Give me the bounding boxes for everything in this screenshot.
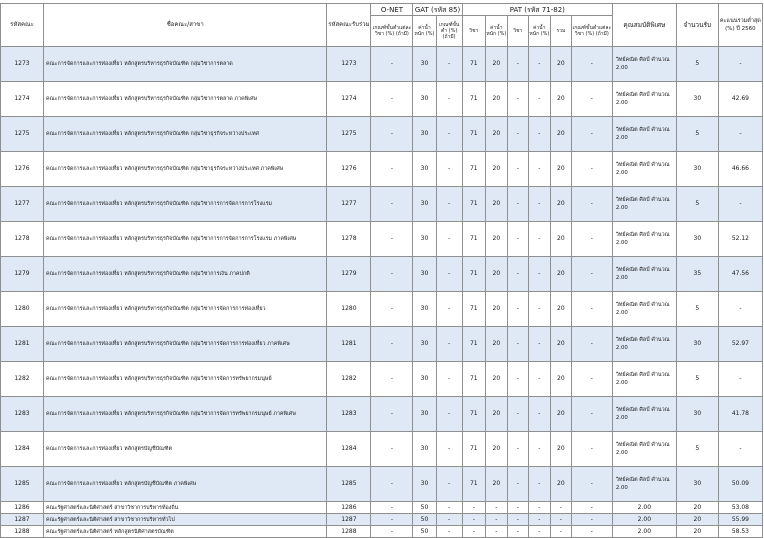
- cell-pat-subject-1: 71: [462, 467, 485, 502]
- cell-pat-subject-2: -: [507, 82, 528, 117]
- cell-special-requirement: 2.00: [612, 502, 676, 514]
- cell-pat-subject-2: -: [507, 292, 528, 327]
- cell-faculty-name: คณะการจัดการและการท่องเที่ยว หลักสูตรบริหารธุรกิจบัณฑิต กลุ่มวิชาธุรกิจระหว่างประเทศ: [44, 117, 327, 152]
- cell-onet-min: -: [371, 327, 413, 362]
- cell-seats: 5: [676, 187, 718, 222]
- cell-faculty-code: 1288: [1, 526, 44, 538]
- cell-pat-subject-2: -: [507, 257, 528, 292]
- cell-pat-subject-1: 71: [462, 362, 485, 397]
- cell-pat-subject-1: -: [462, 514, 485, 526]
- cell-special-requirement: วิทย์คณิต ศิลป์ คำนวณ 2.00: [612, 47, 676, 82]
- cell-onet-min: -: [371, 432, 413, 467]
- cell-faculty-name: คณะการจัดการและการท่องเที่ยว หลักสูตรบัญชีบัณฑิต: [44, 432, 327, 467]
- cell-pat-weight-1: 20: [485, 117, 507, 152]
- cell-pat-weight-1: 20: [485, 152, 507, 187]
- cell-gat-weight: 50: [413, 514, 436, 526]
- header-special-requirement: คุณสมบัติพิเศษ: [612, 4, 676, 47]
- cell-special-requirement: วิทย์คณิต ศิลป์ คำนวณ 2.00: [612, 467, 676, 502]
- cell-faculty-code: 1287: [1, 514, 44, 526]
- cell-faculty-name: คณะการจัดการและการท่องเที่ยว หลักสูตรบริหารธุรกิจบัณฑิต กลุ่มวิชาการตลาด: [44, 47, 327, 82]
- cell-pat-subject-2: -: [507, 222, 528, 257]
- table-row: [1, 152, 763, 187]
- cell-pat-min: -: [571, 526, 612, 538]
- cell-min-score: 52.12: [718, 222, 762, 257]
- cell-faculty-name: คณะการจัดการและการท่องเที่ยว หลักสูตรบริหารธุรกิจบัณฑิต กลุ่มวิชาการจัดการทรัพยากรมนุษย์: [44, 362, 327, 397]
- cell-gat-weight: 30: [413, 292, 436, 327]
- cell-pat-subject-1: 71: [462, 152, 485, 187]
- cell-pat-weight-1: 20: [485, 222, 507, 257]
- header-faculty-code: รหัสคณะ: [1, 4, 44, 47]
- cell-onet-min: -: [371, 257, 413, 292]
- cell-pat-weight-1: 20: [485, 467, 507, 502]
- cell-seats: 30: [676, 327, 718, 362]
- cell-min-score: -: [718, 47, 762, 82]
- cell-pat-weight-1: -: [485, 514, 507, 526]
- header-pat-weight-1: ค่าน้ำหนัก (%): [485, 16, 507, 47]
- cell-pat-weight-1: 20: [485, 327, 507, 362]
- cell-min-score: -: [718, 117, 762, 152]
- table-row: [1, 292, 763, 327]
- cell-min-score: 52.97: [718, 327, 762, 362]
- admission-criteria-table: [0, 3, 763, 538]
- cell-pat-total: 20: [550, 222, 571, 257]
- cell-gat-weight: 30: [413, 82, 436, 117]
- cell-admission-code: 1276: [327, 152, 371, 187]
- cell-pat-min: -: [571, 152, 612, 187]
- cell-faculty-code: 1280: [1, 292, 44, 327]
- cell-faculty-name: คณะรัฐศาสตร์และนิติศาสตร์ สาขาวิชาการบริหารทั่วไป: [44, 514, 327, 526]
- header-onet-min: เกณฑ์ขั้นต่ำแต่ละวิชา (%) (ถ้ามี): [371, 16, 413, 47]
- cell-pat-weight-1: 20: [485, 292, 507, 327]
- cell-min-score: -: [718, 432, 762, 467]
- cell-onet-min: -: [371, 82, 413, 117]
- cell-special-requirement: วิทย์คณิต ศิลป์ คำนวณ 2.00: [612, 327, 676, 362]
- cell-pat-subject-1: 71: [462, 117, 485, 152]
- cell-pat-min: -: [571, 502, 612, 514]
- table-body: [1, 47, 763, 538]
- cell-gat-min: -: [436, 47, 462, 82]
- cell-gat-weight: 30: [413, 362, 436, 397]
- cell-onet-min: -: [371, 397, 413, 432]
- cell-gat-weight: 30: [413, 187, 436, 222]
- cell-special-requirement: 2.00: [612, 526, 676, 538]
- cell-faculty-name: คณะรัฐศาสตร์และนิติศาสตร์ สาขาวิชาการบริหารท้องถิ่น: [44, 502, 327, 514]
- header-gat-weight: ค่าน้ำหนัก (%): [413, 16, 436, 47]
- cell-seats: 20: [676, 514, 718, 526]
- cell-gat-min: -: [436, 292, 462, 327]
- cell-seats: 5: [676, 432, 718, 467]
- cell-admission-code: 1279: [327, 257, 371, 292]
- cell-gat-weight: 30: [413, 432, 436, 467]
- cell-faculty-code: 1283: [1, 397, 44, 432]
- cell-pat-total: 20: [550, 327, 571, 362]
- cell-admission-code: 1278: [327, 222, 371, 257]
- cell-onet-min: -: [371, 292, 413, 327]
- cell-seats: 5: [676, 117, 718, 152]
- cell-pat-min: -: [571, 432, 612, 467]
- cell-pat-weight-2: -: [528, 502, 550, 514]
- cell-pat-subject-2: -: [507, 467, 528, 502]
- cell-pat-weight-2: -: [528, 257, 550, 292]
- cell-gat-weight: 30: [413, 152, 436, 187]
- cell-faculty-code: 1286: [1, 502, 44, 514]
- cell-faculty-name: คณะรัฐศาสตร์และนิติศาสตร์ หลักสูตรนิติศาสตรบัณฑิต: [44, 526, 327, 538]
- cell-pat-weight-1: 20: [485, 432, 507, 467]
- header-admission-code: รหัสคณะรับร่วม: [327, 4, 371, 47]
- header-pat-min: เกณฑ์ขั้นต่ำแต่ละวิชา (%) (ถ้ามี): [571, 16, 612, 47]
- cell-gat-min: -: [436, 502, 462, 514]
- header-faculty-name: ชื่อคณะ/สาขา: [44, 4, 327, 47]
- cell-gat-weight: 50: [413, 526, 436, 538]
- header-seats: จำนวนรับ: [676, 4, 718, 47]
- cell-pat-subject-2: -: [507, 502, 528, 514]
- cell-onet-min: -: [371, 47, 413, 82]
- header-pat: PAT (รหัส 71-82): [462, 4, 612, 16]
- cell-onet-min: -: [371, 526, 413, 538]
- cell-special-requirement: วิทย์คณิต ศิลป์ คำนวณ 2.00: [612, 117, 676, 152]
- table-row: [1, 257, 763, 292]
- cell-faculty-code: 1279: [1, 257, 44, 292]
- cell-gat-min: -: [436, 397, 462, 432]
- cell-pat-subject-1: 71: [462, 397, 485, 432]
- cell-faculty-code: 1284: [1, 432, 44, 467]
- cell-faculty-name: คณะการจัดการและการท่องเที่ยว หลักสูตรบริหารธุรกิจบัณฑิต กลุ่มวิชาการจัดการทรัพยากรมนุษย์ ภาคพิเศษ: [44, 397, 327, 432]
- cell-min-score: 41.78: [718, 397, 762, 432]
- cell-onet-min: -: [371, 362, 413, 397]
- cell-pat-total: 20: [550, 432, 571, 467]
- cell-gat-min: -: [436, 327, 462, 362]
- cell-gat-min: -: [436, 222, 462, 257]
- cell-faculty-name: คณะการจัดการและการท่องเที่ยว หลักสูตรบริหารธุรกิจบัณฑิต กลุ่มวิชาการจัดการการท่องเที่ยว: [44, 292, 327, 327]
- cell-pat-subject-1: 71: [462, 82, 485, 117]
- cell-faculty-name: คณะการจัดการและการท่องเที่ยว หลักสูตรบริหารธุรกิจบัณฑิต กลุ่มวิชาการตลาด ภาคพิเศษ: [44, 82, 327, 117]
- cell-gat-weight: 30: [413, 117, 436, 152]
- cell-admission-code: 1274: [327, 82, 371, 117]
- cell-pat-subject-2: -: [507, 117, 528, 152]
- table-row: [1, 514, 763, 526]
- cell-pat-weight-1: 20: [485, 257, 507, 292]
- cell-pat-total: -: [550, 502, 571, 514]
- table-row: [1, 432, 763, 467]
- cell-gat-weight: 30: [413, 257, 436, 292]
- table-row: [1, 47, 763, 82]
- cell-gat-min: -: [436, 82, 462, 117]
- cell-pat-subject-2: -: [507, 514, 528, 526]
- cell-pat-min: -: [571, 222, 612, 257]
- table-row: [1, 502, 763, 514]
- cell-pat-total: 20: [550, 82, 571, 117]
- cell-pat-weight-2: -: [528, 514, 550, 526]
- cell-admission-code: 1273: [327, 47, 371, 82]
- cell-faculty-code: 1274: [1, 82, 44, 117]
- cell-pat-subject-2: -: [507, 152, 528, 187]
- cell-pat-weight-1: 20: [485, 397, 507, 432]
- cell-pat-weight-2: -: [528, 152, 550, 187]
- cell-pat-total: -: [550, 526, 571, 538]
- header-pat-subject-2: วิชา: [507, 16, 528, 47]
- cell-faculty-name: คณะการจัดการและการท่องเที่ยว หลักสูตรบริหารธุรกิจบัณฑิต กลุ่มวิชาการจัดการการท่องเที่ยว ภาคพิเศษ: [44, 327, 327, 362]
- cell-pat-min: -: [571, 257, 612, 292]
- cell-pat-weight-2: -: [528, 82, 550, 117]
- cell-pat-min: -: [571, 117, 612, 152]
- cell-onet-min: -: [371, 514, 413, 526]
- cell-pat-total: 20: [550, 152, 571, 187]
- table-row: [1, 187, 763, 222]
- cell-pat-weight-1: 20: [485, 187, 507, 222]
- cell-pat-subject-1: 71: [462, 187, 485, 222]
- cell-seats: 20: [676, 526, 718, 538]
- cell-faculty-code: 1277: [1, 187, 44, 222]
- cell-faculty-name: คณะการจัดการและการท่องเที่ยว หลักสูตรบริหารธุรกิจบัณฑิต กลุ่มวิชาการเงิน ภาคปกติ: [44, 257, 327, 292]
- cell-gat-min: -: [436, 467, 462, 502]
- cell-pat-total: 20: [550, 292, 571, 327]
- cell-seats: 30: [676, 467, 718, 502]
- cell-faculty-name: คณะการจัดการและการท่องเที่ยว หลักสูตรบริหารธุรกิจบัณฑิต กลุ่มวิชาการการจัดการการโรงแรม: [44, 187, 327, 222]
- cell-faculty-code: 1282: [1, 362, 44, 397]
- table-row: [1, 82, 763, 117]
- cell-pat-weight-2: -: [528, 117, 550, 152]
- cell-pat-subject-1: 71: [462, 327, 485, 362]
- cell-gat-min: -: [436, 432, 462, 467]
- cell-gat-weight: 30: [413, 222, 436, 257]
- table-row: [1, 222, 763, 257]
- cell-admission-code: 1286: [327, 502, 371, 514]
- cell-pat-min: -: [571, 187, 612, 222]
- cell-faculty-code: 1285: [1, 467, 44, 502]
- cell-pat-total: 20: [550, 187, 571, 222]
- cell-min-score: 47.56: [718, 257, 762, 292]
- cell-pat-weight-2: -: [528, 362, 550, 397]
- cell-pat-total: 20: [550, 362, 571, 397]
- cell-admission-code: 1282: [327, 362, 371, 397]
- cell-gat-min: -: [436, 362, 462, 397]
- cell-seats: 30: [676, 82, 718, 117]
- cell-admission-code: 1275: [327, 117, 371, 152]
- cell-admission-code: 1285: [327, 467, 371, 502]
- cell-pat-weight-2: -: [528, 526, 550, 538]
- cell-onet-min: -: [371, 467, 413, 502]
- header-min-score: คะแนนรวมต่ำสุด (%) ปี 2560: [718, 4, 762, 47]
- cell-pat-subject-2: -: [507, 47, 528, 82]
- table-row: [1, 362, 763, 397]
- cell-faculty-name: คณะการจัดการและการท่องเที่ยว หลักสูตรบริหารธุรกิจบัณฑิต กลุ่มวิชาธุรกิจระหว่างประเทศ ภาคพิเศษ: [44, 152, 327, 187]
- cell-min-score: 53.08: [718, 502, 762, 514]
- cell-pat-weight-1: -: [485, 526, 507, 538]
- cell-pat-weight-1: -: [485, 502, 507, 514]
- cell-pat-total: -: [550, 514, 571, 526]
- cell-pat-total: 20: [550, 47, 571, 82]
- table-header: [1, 4, 763, 47]
- cell-pat-subject-1: 71: [462, 257, 485, 292]
- table-row: [1, 397, 763, 432]
- cell-seats: 20: [676, 502, 718, 514]
- cell-admission-code: 1280: [327, 292, 371, 327]
- cell-pat-subject-2: -: [507, 526, 528, 538]
- cell-pat-weight-2: -: [528, 467, 550, 502]
- cell-min-score: -: [718, 362, 762, 397]
- cell-pat-subject-1: -: [462, 502, 485, 514]
- cell-pat-subject-1: 71: [462, 222, 485, 257]
- cell-seats: 30: [676, 397, 718, 432]
- cell-faculty-code: 1275: [1, 117, 44, 152]
- cell-pat-weight-2: -: [528, 432, 550, 467]
- cell-pat-min: -: [571, 47, 612, 82]
- cell-gat-min: -: [436, 152, 462, 187]
- cell-onet-min: -: [371, 152, 413, 187]
- cell-faculty-name: คณะการจัดการและการท่องเที่ยว หลักสูตรบริหารธุรกิจบัณฑิต กลุ่มวิชาการการจัดการการโรงแรม ภาคพิเศษ: [44, 222, 327, 257]
- cell-min-score: 46.66: [718, 152, 762, 187]
- header-onet: O-NET: [371, 4, 413, 16]
- cell-admission-code: 1284: [327, 432, 371, 467]
- cell-seats: 5: [676, 292, 718, 327]
- cell-pat-total: 20: [550, 397, 571, 432]
- cell-admission-code: 1288: [327, 526, 371, 538]
- cell-gat-min: -: [436, 187, 462, 222]
- cell-special-requirement: วิทย์คณิต ศิลป์ คำนวณ 2.00: [612, 292, 676, 327]
- cell-pat-subject-1: -: [462, 526, 485, 538]
- cell-special-requirement: วิทย์คณิต ศิลป์ คำนวณ 2.00: [612, 432, 676, 467]
- cell-faculty-name: คณะการจัดการและการท่องเที่ยว หลักสูตรบัญชีบัณฑิต ภาคพิเศษ: [44, 467, 327, 502]
- cell-pat-subject-2: -: [507, 362, 528, 397]
- cell-seats: 30: [676, 222, 718, 257]
- cell-pat-weight-2: -: [528, 222, 550, 257]
- cell-pat-min: -: [571, 362, 612, 397]
- cell-pat-min: -: [571, 82, 612, 117]
- cell-pat-subject-1: 71: [462, 47, 485, 82]
- cell-special-requirement: วิทย์คณิต ศิลป์ คำนวณ 2.00: [612, 257, 676, 292]
- cell-pat-min: -: [571, 292, 612, 327]
- cell-pat-min: -: [571, 397, 612, 432]
- cell-onet-min: -: [371, 502, 413, 514]
- cell-admission-code: 1283: [327, 397, 371, 432]
- table-row: [1, 327, 763, 362]
- cell-pat-weight-2: -: [528, 327, 550, 362]
- cell-special-requirement: วิทย์คณิต ศิลป์ คำนวณ 2.00: [612, 222, 676, 257]
- cell-seats: 5: [676, 47, 718, 82]
- cell-gat-weight: 30: [413, 47, 436, 82]
- cell-pat-weight-1: 20: [485, 47, 507, 82]
- table-row: [1, 526, 763, 538]
- header-gat-min: เกณฑ์ขั้นต่ำ (%) (ถ้ามี): [436, 16, 462, 47]
- cell-pat-min: -: [571, 467, 612, 502]
- cell-special-requirement: วิทย์คณิต ศิลป์ คำนวณ 2.00: [612, 397, 676, 432]
- table-row: [1, 117, 763, 152]
- cell-faculty-code: 1281: [1, 327, 44, 362]
- cell-admission-code: 1277: [327, 187, 371, 222]
- cell-pat-total: 20: [550, 117, 571, 152]
- cell-pat-total: 20: [550, 257, 571, 292]
- cell-faculty-code: 1276: [1, 152, 44, 187]
- cell-min-score: 58.53: [718, 526, 762, 538]
- cell-pat-weight-2: -: [528, 397, 550, 432]
- cell-gat-min: -: [436, 257, 462, 292]
- cell-min-score: -: [718, 292, 762, 327]
- cell-onet-min: -: [371, 222, 413, 257]
- cell-gat-weight: 30: [413, 397, 436, 432]
- cell-min-score: 42.69: [718, 82, 762, 117]
- cell-admission-code: 1281: [327, 327, 371, 362]
- header-pat-weight-2: ค่าน้ำหนัก (%): [528, 16, 550, 47]
- cell-gat-weight: 30: [413, 327, 436, 362]
- cell-special-requirement: วิทย์คณิต ศิลป์ คำนวณ 2.00: [612, 152, 676, 187]
- cell-pat-weight-1: 20: [485, 362, 507, 397]
- cell-pat-total: 20: [550, 467, 571, 502]
- header-gat: GAT (รหัส 85): [414, 5, 461, 14]
- header-pat-subject-1: วิชา: [462, 16, 485, 47]
- cell-pat-subject-2: -: [507, 432, 528, 467]
- header-pat-total: รวม: [550, 16, 571, 47]
- cell-onet-min: -: [371, 117, 413, 152]
- cell-pat-min: -: [571, 514, 612, 526]
- cell-gat-weight: 50: [413, 502, 436, 514]
- cell-seats: 30: [676, 152, 718, 187]
- cell-admission-code: 1287: [327, 514, 371, 526]
- cell-special-requirement: 2.00: [612, 514, 676, 526]
- cell-special-requirement: วิทย์คณิต ศิลป์ คำนวณ 2.00: [612, 362, 676, 397]
- cell-pat-weight-2: -: [528, 47, 550, 82]
- cell-faculty-code: 1273: [1, 47, 44, 82]
- cell-gat-min: -: [436, 514, 462, 526]
- cell-gat-min: -: [436, 526, 462, 538]
- cell-min-score: 50.09: [718, 467, 762, 502]
- cell-pat-min: -: [571, 327, 612, 362]
- cell-gat-weight: 30: [413, 467, 436, 502]
- cell-special-requirement: วิทย์คณิต ศิลป์ คำนวณ 2.00: [612, 82, 676, 117]
- cell-min-score: 55.99: [718, 514, 762, 526]
- cell-gat-min: -: [436, 117, 462, 152]
- cell-pat-subject-1: 71: [462, 432, 485, 467]
- cell-pat-weight-2: -: [528, 187, 550, 222]
- cell-seats: 35: [676, 257, 718, 292]
- cell-pat-subject-2: -: [507, 187, 528, 222]
- table-row: [1, 467, 763, 502]
- cell-pat-weight-2: -: [528, 292, 550, 327]
- cell-pat-weight-1: 20: [485, 82, 507, 117]
- cell-pat-subject-2: -: [507, 327, 528, 362]
- cell-onet-min: -: [371, 187, 413, 222]
- cell-special-requirement: วิทย์คณิต ศิลป์ คำนวณ 2.00: [612, 187, 676, 222]
- cell-min-score: -: [718, 187, 762, 222]
- cell-pat-subject-2: -: [507, 397, 528, 432]
- cell-faculty-code: 1278: [1, 222, 44, 257]
- cell-pat-subject-1: 71: [462, 292, 485, 327]
- cell-seats: 5: [676, 362, 718, 397]
